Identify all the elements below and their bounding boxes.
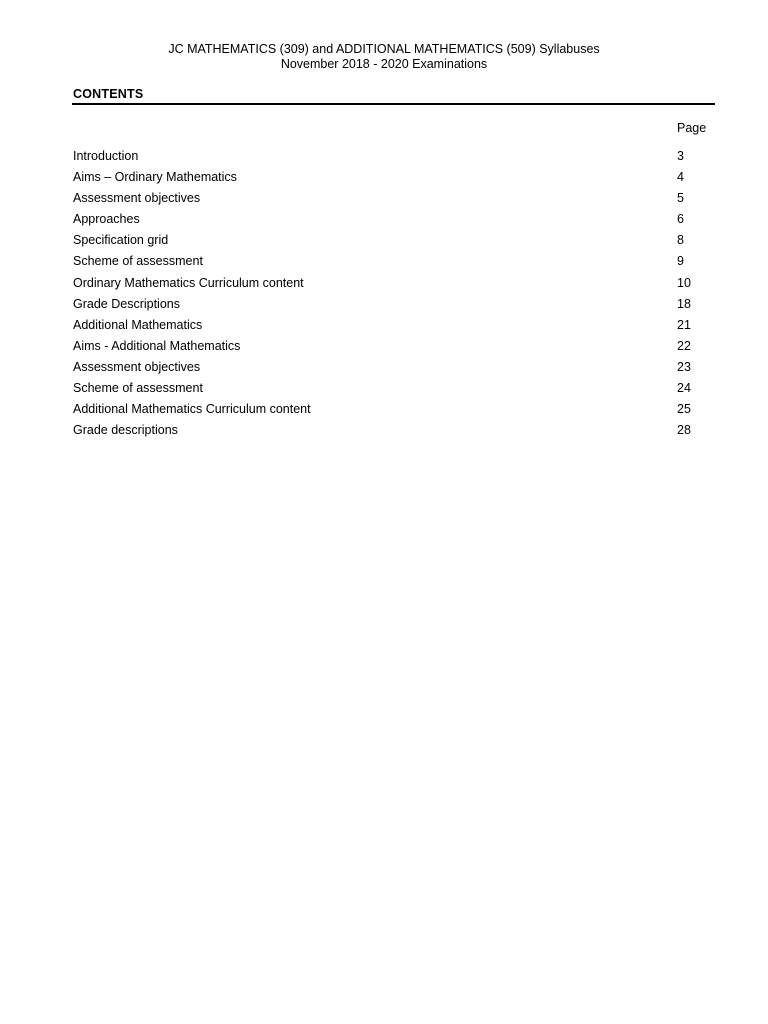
toc-entry-page: 23 [677, 359, 691, 374]
toc-entry-title: Grade descriptions [73, 423, 178, 438]
toc-entry[interactable] [73, 233, 715, 254]
header-title: JC MATHEMATICS (309) and ADDITIONAL MATHEMATICS (509) Syllabuses [168, 42, 600, 56]
toc-entry-title: Introduction [73, 149, 139, 163]
toc-entry[interactable] [73, 276, 715, 297]
toc-entry[interactable] [73, 254, 715, 275]
toc-entry[interactable] [73, 297, 715, 318]
page-column-label: Page [677, 121, 707, 135]
toc-entry-title: Assessment objectives [73, 191, 201, 206]
table-of-contents [73, 149, 715, 444]
header-subtitle: November 2018 - 2020 Examinations [280, 57, 488, 71]
toc-entry-page: 28 [677, 423, 691, 438]
toc-entry-title: Assessment objectives [73, 359, 201, 374]
toc-entry[interactable] [73, 402, 715, 423]
toc-entry-title: Approaches [73, 212, 140, 227]
toc-entry-page: 25 [677, 402, 691, 417]
heading-divider [72, 103, 715, 105]
toc-entry-page: 9 [677, 254, 684, 269]
toc-entry-page: 4 [677, 170, 684, 185]
toc-entry-title: Scheme of assessment [73, 254, 203, 269]
toc-entry-page: 21 [677, 317, 691, 332]
toc-entry-page: 24 [677, 381, 691, 396]
toc-entry[interactable] [73, 318, 715, 339]
contents-heading: CONTENTS [73, 87, 144, 101]
toc-entry-title: Additional Mathematics Curriculum content [73, 402, 311, 417]
toc-entry[interactable] [73, 339, 715, 360]
toc-entry-title: Scheme of assessment [73, 381, 203, 396]
toc-entry-page: 22 [677, 338, 691, 353]
toc-entry[interactable] [73, 191, 715, 212]
toc-entry-title: Aims - Additional Mathematics [73, 338, 241, 353]
toc-entry-title: Specification grid [73, 233, 169, 248]
toc-entry-title: Ordinary Mathematics Curriculum content [73, 275, 304, 290]
toc-entry[interactable] [73, 170, 715, 191]
document-header [0, 42, 768, 72]
toc-entry-title: Additional Mathematics [73, 317, 203, 332]
toc-entry[interactable] [73, 149, 715, 170]
toc-entry[interactable] [73, 212, 715, 233]
toc-entry-title: Grade Descriptions [73, 296, 180, 311]
toc-entry-page: 18 [677, 296, 691, 311]
toc-entry-page: 3 [677, 149, 684, 163]
toc-entry[interactable] [73, 381, 715, 402]
toc-entry-page: 8 [677, 233, 684, 248]
toc-entry[interactable] [73, 423, 715, 444]
toc-entry[interactable] [73, 360, 715, 381]
toc-entry-title: Aims – Ordinary Mathematics [73, 170, 237, 185]
toc-entry-page: 10 [677, 275, 691, 290]
toc-entry-page: 5 [677, 191, 684, 206]
toc-entry-page: 6 [677, 212, 684, 227]
